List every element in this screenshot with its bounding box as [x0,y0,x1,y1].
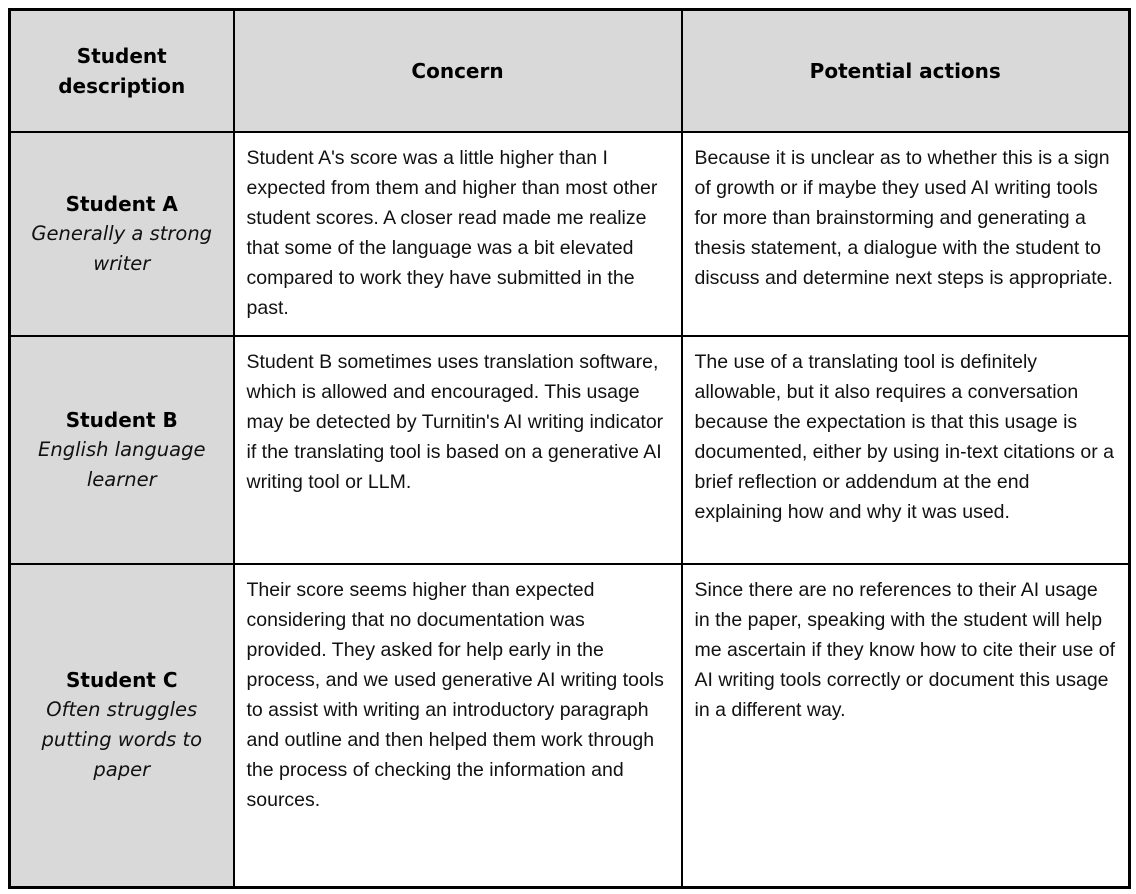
potential-actions-cell: The use of a translating tool is definitely allowable, but it also requires a conversation because the expectation is that this usage is documented, either by using in-text citations or a brief reflection or addendum at the end explaining how and why it was used. [682,336,1130,564]
student-description-cell [10,132,234,336]
concern-cell: Student A's score was a little higher than I expected from them and higher than most other student scores. A closer read made me realize that some of the language was a bit elevated compared to work they have submitted in the past. [234,132,682,336]
concern-cell: Their score seems higher than expected considering that no documentation was provided. They asked for help early in the process, and we used generative AI writing tools to assist with writing an introductory paragraph and outline and then helped them work through the process of checking the information and sources. [234,564,682,888]
student-descriptor: English language learner [38,437,206,491]
col-header-student-description: Student description [10,10,234,132]
student-description-cell [10,564,234,888]
student-name: Student B [65,407,178,432]
table-row-student-c [10,564,1130,888]
col-header-concern: Concern [234,10,682,132]
student-description-cell [10,336,234,564]
student-descriptor: Often struggles putting words to paper [41,698,203,782]
potential-actions-cell: Since there are no references to their AI usage in the paper, speaking with the student will help me ascertain if they know how to cite their use of AI writing tools correctly or document this usage in a different way. [682,564,1130,888]
student-name: Student C [65,668,178,693]
student-name: Student A [65,191,178,216]
header-row [10,10,1130,132]
potential-actions-cell: Because it is unclear as to whether this is a sign of growth or if maybe they used AI writing tools for more than brainstorming and generating a thesis statement, a dialogue with the student to discuss and determine next steps is appropriate. [682,132,1130,336]
col-header-potential-actions: Potential actions [682,10,1130,132]
table-row-student-b [10,336,1130,564]
table-row-student-a [10,132,1130,336]
concern-cell: Student B sometimes uses translation software, which is allowed and encouraged. This usage may be detected by Turnitin's AI writing indicator if the translating tool is based on a generative AI writing tool or LLM. [234,336,682,564]
student-descriptor: Generally a strong writer [31,221,213,275]
student-concerns-table [8,8,1131,889]
